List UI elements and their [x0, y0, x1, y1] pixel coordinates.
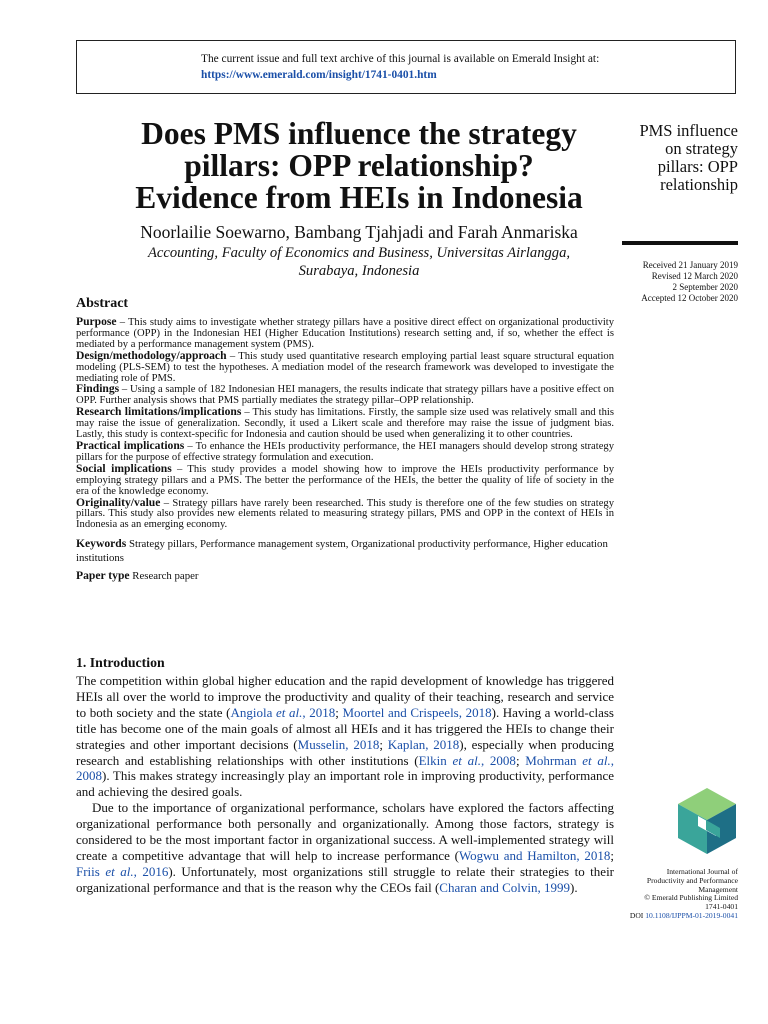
- abstract-practical: [76, 438, 614, 464]
- paragraph-text: ;: [379, 736, 388, 752]
- affiliation: [80, 244, 638, 280]
- citation-link[interactable]: Moortel and Crispeels, 2018: [342, 704, 492, 720]
- citation-link[interactable]: , 2008: [76, 752, 614, 784]
- emerald-cube-logo-icon: [676, 786, 738, 856]
- abstract-originality: [76, 495, 614, 532]
- running-head-line: PMS influence: [639, 121, 738, 140]
- abstract-text: – To enhance the HEIs productivity performance, the HEI managers should develop strong strategy pillars for the purpose of effective strategy formulation and execution.: [76, 440, 614, 463]
- authors: Noorlailie Soewarno, Bambang Tjahjadi and Farah Anmariska: [140, 222, 578, 242]
- paragraph-text: Due to the importance of organizational performance, scholars have explored the factors affecting organizational performance both personally and organizationally. Among those factors, strategy is considered to be the most important factor in organizational success. A well-implemented strategy will create a competitive advantage that will help to increase performance (: [76, 800, 614, 863]
- paragraph-text: ;: [515, 752, 526, 768]
- paper-type: [76, 569, 614, 583]
- keywords: [76, 537, 614, 565]
- paragraph-text: The competition within global higher education and the rapid development of knowledge has triggered HEIs all over the world to improve the productivity and quality of their teaching, research and service to both society and the state (: [76, 673, 614, 720]
- citation-link[interactable]: et al.: [452, 752, 481, 768]
- citation-link[interactable]: Mohrman: [525, 752, 583, 768]
- abstract-label: Design/methodology/approach: [76, 348, 227, 362]
- paragraph-text: ).: [570, 879, 578, 895]
- doi-link[interactable]: 10.1108/IJPPM-01-2019-0041: [645, 910, 738, 920]
- journal-archive-link[interactable]: https://www.emerald.com/insight/1741-0401.htm: [201, 69, 437, 81]
- abstract-label: Purpose: [76, 315, 117, 328]
- header-notice-text: The current issue and full text archive of this journal is available on Emerald Insight at:: [201, 53, 600, 65]
- citation-link[interactable]: Angiola: [230, 704, 277, 720]
- abstract-label: Originality/value: [76, 495, 161, 509]
- running-head-line: pillars: OPP: [657, 157, 738, 176]
- abstract-section: [76, 296, 614, 583]
- abstract-label: Research limitations/implications: [76, 405, 242, 419]
- issn-line: 1741-0401: [705, 902, 738, 912]
- abstract-label: Findings: [76, 382, 120, 396]
- citation-link[interactable]: et al.: [105, 863, 134, 879]
- title-line: Evidence from HEIs in Indonesia: [135, 180, 583, 215]
- doi-line: [600, 912, 738, 921]
- publisher-line: © Emerald Publishing Limited: [644, 893, 738, 903]
- header-notice-box: [76, 40, 736, 94]
- submission-dates: [600, 260, 738, 304]
- citation-link[interactable]: et al.: [582, 752, 611, 768]
- citation-link[interactable]: Wogwu and Hamilton, 2018: [458, 847, 611, 863]
- date-revised-2: 2 September 2020: [672, 282, 738, 292]
- margin-rule-divider: [622, 241, 738, 245]
- abstract-text: – Strategy pillars have rarely been researched. This study is therefore one of the few studies on strategy pillars. This study also provides new elements related to measuring strategy pillars, PMS and OPP in the context of HEIs in Indonesia as an emerging economy.: [76, 497, 614, 531]
- citation-link[interactable]: Friis: [76, 863, 106, 879]
- affiliation-line: Accounting, Faculty of Economics and Business, Universitas Airlangga,: [147, 245, 571, 261]
- date-revised: Revised 12 March 2020: [651, 271, 738, 281]
- affiliation-line: Surabaya, Indonesia: [298, 263, 420, 279]
- journal-info: [600, 868, 738, 921]
- abstract-findings: [76, 384, 614, 407]
- journal-name-line: International Journal of: [666, 867, 738, 876]
- paragraph-text: ). Having a world-class title has become one of the main goals of almost all HEIs and it has triggered the HEIs to change their strategies and other important decisions (: [76, 704, 614, 752]
- paragraph-text: ;: [610, 847, 614, 863]
- abstract-text: – This study used quantitative research employing partial least square structural equation modeling (PLS-SEM) to test the hypotheses. A mediation model of the research framework was developed to investigate the mediating role of PMS.: [76, 350, 614, 384]
- citation-link[interactable]: , 2008: [480, 752, 516, 768]
- paper-title: [60, 118, 658, 214]
- abstract-heading: Abstract: [76, 296, 129, 311]
- paper-type-text: Research paper: [129, 570, 199, 583]
- abstract-purpose: [76, 317, 614, 351]
- running-head-line: relationship: [660, 175, 738, 194]
- journal-name-line: Productivity and Performance: [646, 875, 738, 885]
- date-received: Received 21 January 2019: [642, 260, 738, 270]
- abstract-text: – This study has limitations. Firstly, the sample size used was relatively small and this may raise the issue of generalization. Secondly, it used a Likert scale and therefore may raise the issue of judgment bias. Lastly, this study is context-specific for Indonesia and caution should be used when generalizing it to other countries.: [76, 407, 614, 441]
- title-line: pillars: OPP relationship?: [184, 148, 534, 183]
- introduction-paragraph: [76, 673, 614, 800]
- paragraph-text: ;: [335, 704, 343, 720]
- paragraph-text: ). Unfortunately, most organizations still struggle to relate their strategies to their organizational performance and that is the reason why the CEOs fail (: [76, 863, 615, 895]
- abstract-label: Social implications: [76, 461, 172, 475]
- paragraph-text: ), especially when producing research and establishing relationships with other institutions (: [76, 736, 614, 768]
- citation-link[interactable]: , 2016: [133, 863, 169, 879]
- abstract-limitations: [76, 407, 614, 441]
- paper-type-label: Paper type: [76, 569, 130, 583]
- citation-link[interactable]: Musselin, 2018: [297, 736, 380, 752]
- citation-link[interactable]: Elkin: [418, 752, 453, 768]
- abstract-text: – This study provides a model showing how to improve the HEIs productivity performance by employing strategy pillars and a PMS. The better the performance of the HEIs, the better the quality of life of society in the era of the knowledge economy.: [76, 463, 614, 497]
- running-head-line: on strategy: [665, 139, 738, 158]
- citation-link[interactable]: Charan and Colvin, 1999: [439, 879, 570, 895]
- introduction-paragraph: [76, 800, 614, 895]
- running-head: [605, 122, 738, 194]
- abstract-text: – Using a sample of 182 Indonesian HEI managers, the results indicate that strategy pillars have a positive effect on OPP. Further analysis shows that PMS partially mediates the strategy pillar–OPP relationship.: [76, 384, 614, 407]
- abstract-social: [76, 461, 614, 498]
- introduction-section: [76, 655, 614, 896]
- keywords-label: Keywords: [76, 537, 127, 551]
- citation-link[interactable]: Kaplan, 2018: [387, 736, 460, 752]
- abstract-label: Practical implications: [76, 438, 185, 452]
- abstract-text: – This study aims to investigate whether strategy pillars have a positive direct effect on organizational productivity performance (OPP) in the Indonesian HEI (Higher Education Institutions) research setting and, if so, whether the effect is mediated by a performance management system (PMS).: [76, 317, 614, 350]
- citation-link[interactable]: et al.: [276, 704, 303, 720]
- doi-label: DOI: [629, 910, 646, 920]
- keywords-text: Strategy pillars, Performance management system, Organizational productivity performance, Higher education institutions: [76, 538, 608, 565]
- abstract-design: [76, 348, 614, 385]
- paragraph-text: ). This makes strategy increasingly play an important role in improving productivity, performance and achieving the desired goals.: [76, 768, 614, 800]
- journal-name-line: Management: [698, 884, 738, 894]
- title-line: Does PMS influence the strategy: [141, 116, 577, 151]
- citation-link[interactable]: , 2018: [302, 704, 336, 720]
- date-accepted: Accepted 12 October 2020: [641, 293, 738, 303]
- introduction-heading: 1. Introduction: [76, 655, 165, 670]
